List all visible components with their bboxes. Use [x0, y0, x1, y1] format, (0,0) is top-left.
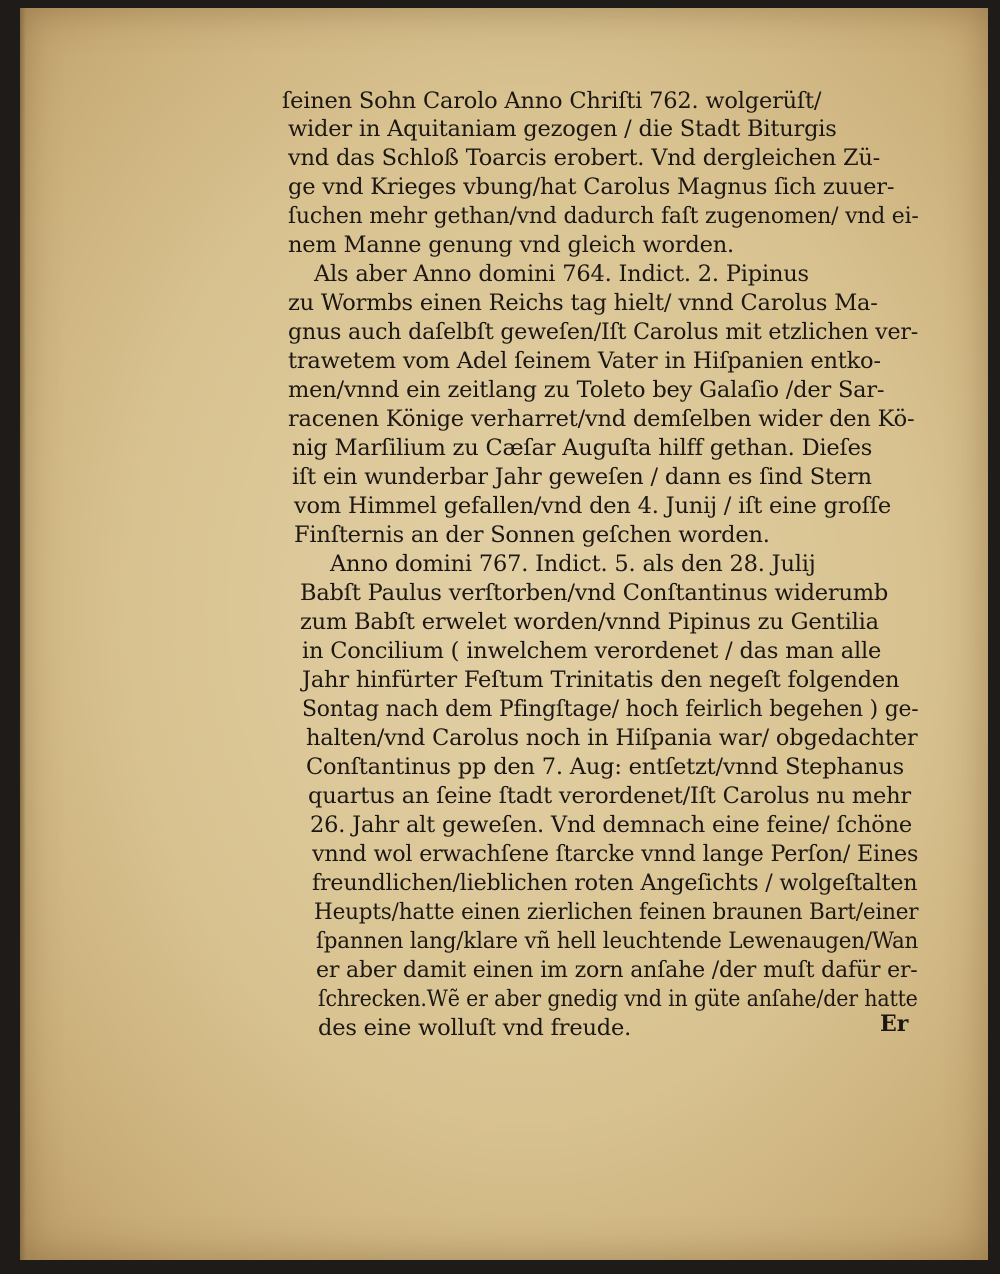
book-page	[20, 8, 988, 1260]
text-line: trawetem vom Adel ſeinem Vater in Hiſpanien entko-	[288, 348, 881, 374]
text-line: vnnd wol erwachſene ſtarcke vnnd lange Perſon/ Eines	[312, 841, 919, 867]
text-line: Finſternis an der Sonnen geſchen worden.	[294, 522, 770, 548]
text-line: nig Marſilium zu Cæſar Auguſta hilff gethan. Dieſes	[292, 435, 873, 461]
text-line: ſeinen Sohn Carolo Anno Chriſti 762. wolgerüſt/	[282, 88, 822, 114]
text-line: men/vnnd ein zeitlang zu Toleto bey Galaſio /der Sar-	[288, 377, 885, 403]
text-line: zu Wormbs einen Reichs tag hielt/ vnnd Carolus Ma-	[288, 290, 878, 316]
text-line: ſuchen mehr gethan/vnd dadurch faſt zugenomen/ vnd ei-	[288, 203, 919, 229]
text-line: Babſt Paulus verſtorben/vnd Conſtantinus widerumb	[300, 580, 889, 606]
text-line: Conſtantinus pp den 7. Aug: entſetzt/vnnd Stephanus	[306, 754, 904, 780]
text-line: ſchrecken.Wẽ er aber gnedig vnd in güte anſahe/der hatte	[318, 986, 918, 1012]
page-edge	[20, 8, 26, 1260]
text-line: Anno domini 767. Indict. 5. als den 28. Julij	[330, 551, 816, 577]
text-line: nem Manne genung vnd gleich worden.	[288, 232, 734, 258]
text-line: in Concilium ( inwelchem verordenet / das man alle	[302, 638, 882, 664]
catchword: Er	[880, 1011, 909, 1037]
text-line: er aber damit einen im zorn anſahe /der muſt dafür er-	[316, 957, 918, 983]
text-line: ge vnd Krieges vbung/hat Carolus Magnus ſich zuuer-	[288, 174, 895, 200]
text-line: vom Himmel gefallen/vnd den 4. Junij / iſt eine groſſe	[294, 493, 891, 519]
text-line: halten/vnd Carolus noch in Hiſpania war/ obgedachter	[306, 725, 918, 751]
text-line: Jahr hinfürter Feſtum Trinitatis den negeſt folgenden	[302, 667, 900, 693]
text-line: zum Babſt erwelet worden/vnnd Pipinus zu Gentilia	[300, 609, 879, 635]
text-line: des eine wolluſt vnd freude.	[318, 1015, 632, 1041]
text-line: 26. Jahr alt geweſen. Vnd demnach eine feine/ ſchöne	[310, 812, 913, 838]
text-line: ſpannen lang/klare vñ hell leuchtende Lewenaugen/Wan	[316, 928, 919, 954]
text-line: Als aber Anno domini 764. Indict. 2. Pipinus	[314, 261, 809, 287]
text-line: Heupts/hatte einen zierlichen feinen braunen Bart/einer	[314, 899, 919, 925]
text-line: Sontag nach dem Pfingſtage/ hoch feirlich begehen ) ge-	[302, 696, 919, 722]
text-line: gnus auch daſelbſt geweſen/Iſt Carolus mit etzlichen ver-	[288, 319, 919, 345]
text-line: quartus an ſeine ſtadt verordenet/Iſt Carolus nu mehr	[308, 783, 911, 809]
text-line: vnd das Schloß Toarcis erobert. Vnd dergleichen Zü-	[288, 145, 881, 171]
text-line: iſt ein wunderbar Jahr geweſen / dann es ſind Stern	[292, 464, 872, 490]
text-line: racenen Könige verharret/vnd demſelben wider den Kö-	[288, 406, 915, 432]
text-line: wider in Aquitaniam gezogen / die Stadt Biturgis	[288, 116, 837, 142]
text-line: freundlichen/lieblichen roten Angeſichts / wolgeſtalten	[312, 870, 918, 896]
